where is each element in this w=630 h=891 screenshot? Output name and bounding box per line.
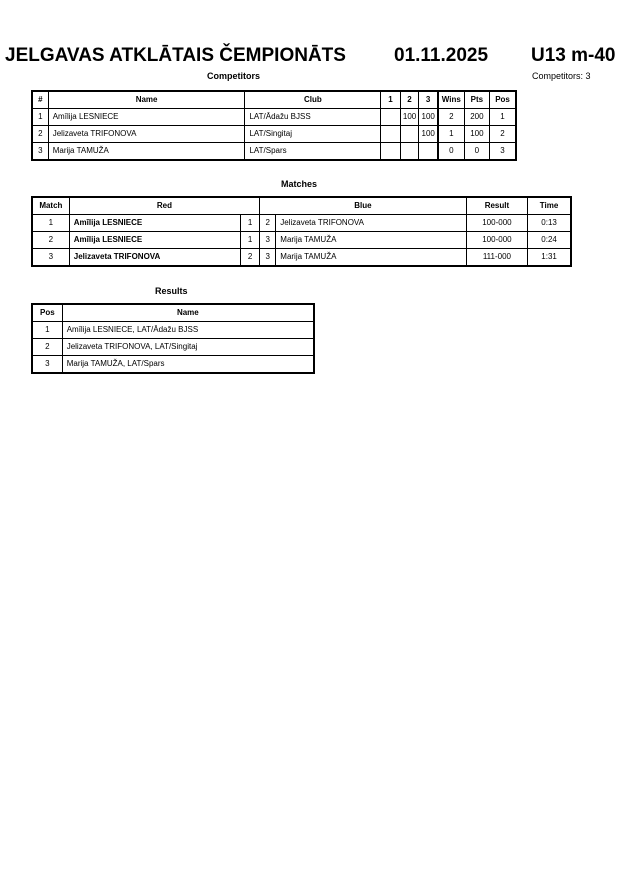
match-number: 3 (32, 249, 69, 267)
competitor-row (32, 143, 516, 161)
event-category: U13 m-40 (531, 45, 616, 66)
competitor-row (32, 126, 516, 143)
match-number: 2 (32, 232, 69, 249)
competitor-row (32, 109, 516, 126)
col-header: Time (528, 197, 571, 215)
col-header: Pos (490, 91, 516, 109)
col-header: Club (245, 91, 381, 109)
matches-table (31, 196, 572, 267)
competitor-points: 0 (464, 143, 489, 161)
competitors-count: Competitors: 3 (532, 71, 591, 81)
col-header: 2 (400, 91, 419, 109)
blue-number: 2 (260, 215, 276, 232)
match-time: 0:24 (528, 232, 571, 249)
col-header: Red (69, 197, 259, 215)
col-header: Match (32, 197, 69, 215)
results-title: Results (155, 286, 188, 296)
col-header: Pos (32, 304, 62, 322)
blue-number: 3 (260, 249, 276, 267)
competitor-points: 100 (464, 126, 489, 143)
match-row (32, 249, 571, 267)
event-date: 01.11.2025 (394, 45, 489, 66)
red-competitor: Jelizaveta TRIFONOVA (69, 249, 240, 267)
red-number: 1 (241, 232, 260, 249)
match-row (32, 215, 571, 232)
competitor-number: 1 (32, 109, 48, 126)
match-result: 100-000 (466, 215, 527, 232)
red-number: 1 (241, 215, 260, 232)
competitor-points: 200 (464, 109, 489, 126)
col-header: 3 (419, 91, 438, 109)
competitor-position: 2 (490, 126, 516, 143)
blue-competitor: Jelizaveta TRIFONOVA (276, 215, 466, 232)
competitor-position: 3 (490, 143, 516, 161)
score-vs-2: 100 (400, 109, 419, 126)
competitor-name: Marija TAMUŽA (48, 143, 245, 161)
competitor-wins: 2 (438, 109, 464, 126)
competitors-title: Competitors (207, 71, 261, 81)
blue-number: 3 (260, 232, 276, 249)
col-header: # (32, 91, 48, 109)
results-table (31, 303, 315, 374)
matches-header-row (32, 197, 571, 215)
score-vs-1 (381, 109, 400, 126)
competitor-position: 1 (490, 109, 516, 126)
match-result: 111-000 (466, 249, 527, 267)
competitors-table (31, 90, 517, 161)
score-vs-2 (400, 143, 419, 161)
result-row (32, 356, 314, 374)
competitor-club: LAT/Spars (245, 143, 381, 161)
competitors-header-row (32, 91, 516, 109)
match-number: 1 (32, 215, 69, 232)
result-position: 3 (32, 356, 62, 374)
competitor-number: 2 (32, 126, 48, 143)
result-name: Marija TAMUŽA, LAT/Spars (62, 356, 314, 374)
red-competitor: Amīlija LESNIECE (69, 215, 240, 232)
score-vs-1 (381, 143, 400, 161)
competitor-number: 3 (32, 143, 48, 161)
red-competitor: Amīlija LESNIECE (69, 232, 240, 249)
competitor-club: LAT/Ādažu BJSS (245, 109, 381, 126)
blue-competitor: Marija TAMUŽA (276, 249, 466, 267)
result-name: Amīlija LESNIECE, LAT/Ādažu BJSS (62, 322, 314, 339)
competitor-wins: 1 (438, 126, 464, 143)
col-header: Name (62, 304, 314, 322)
score-vs-3: 100 (419, 126, 438, 143)
blue-competitor: Marija TAMUŽA (276, 232, 466, 249)
competitor-wins: 0 (438, 143, 464, 161)
event-title: JELGAVAS ATKLĀTAIS ČEMPIONĀTS (5, 45, 346, 66)
col-header: Result (466, 197, 527, 215)
matches-title: Matches (281, 179, 318, 189)
score-vs-3: 100 (419, 109, 438, 126)
col-header: Wins (438, 91, 464, 109)
score-vs-1 (381, 126, 400, 143)
col-header: Pts (464, 91, 489, 109)
competitor-name: Amīlija LESNIECE (48, 109, 245, 126)
result-row (32, 322, 314, 339)
result-position: 2 (32, 339, 62, 356)
result-row (32, 339, 314, 356)
result-position: 1 (32, 322, 62, 339)
match-time: 0:13 (528, 215, 571, 232)
col-header: Blue (260, 197, 467, 215)
match-time: 1:31 (528, 249, 571, 267)
competitor-name: Jelizaveta TRIFONOVA (48, 126, 245, 143)
col-header: Name (48, 91, 245, 109)
results-header-row (32, 304, 314, 322)
col-header: 1 (381, 91, 400, 109)
red-number: 2 (241, 249, 260, 267)
score-vs-3 (419, 143, 438, 161)
result-name: Jelizaveta TRIFONOVA, LAT/Singitaj (62, 339, 314, 356)
score-vs-2 (400, 126, 419, 143)
match-result: 100-000 (466, 232, 527, 249)
competitor-club: LAT/Singitaj (245, 126, 381, 143)
match-row (32, 232, 571, 249)
